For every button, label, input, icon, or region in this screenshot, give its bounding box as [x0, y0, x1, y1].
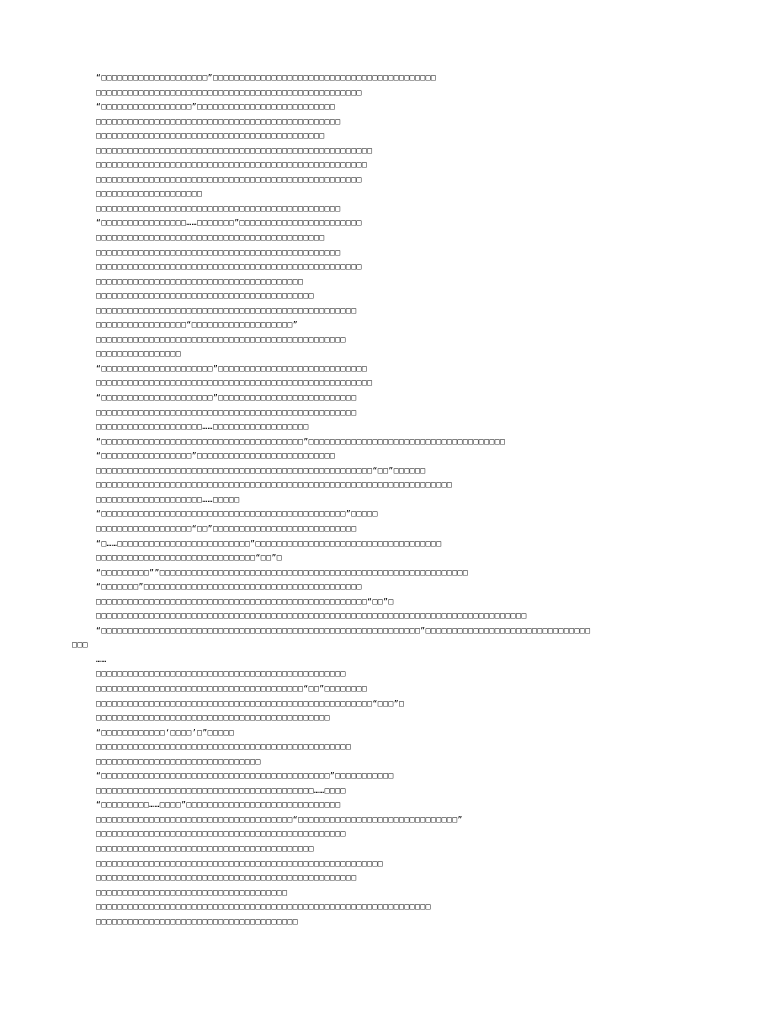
text-line: “□□□□□□□□□□□□□□□□□□□□□□□□□□□□□□□□□□□□□□□□□□□□□□□□□□□□□□□□□□□□”□□□□□□□□□□□□□□□□□□□□□□□□□□□□□□□ — [96, 625, 591, 635]
text-line: □□□□□□□□□□□□□□□□□□□□□□□□□□□□□□□□□□□□□□□□□□□□□□ — [96, 203, 341, 213]
text-line: □□□□□□□□□□□□□□□□□□□□□□□□□□□□□□□□□□□□□□□“□□”□□□□□□□□ — [96, 683, 368, 693]
text-line: □□□□□□□□□□□□□□□□□□□□□□□□□□□□□□“□□”□ — [96, 553, 283, 563]
text-line: “□□□□□□□□□□□□□□□□□□□□□”□□□□□□□□□□□□□□□□□□□□□□□□□□ — [96, 393, 357, 403]
text-line: “□□□□□□□□□□□□□□□□……□□□□□□□”□□□□□□□□□□□□□□□□□□□□□□□ — [96, 218, 362, 228]
text-line: □□□□□□□□□□□□□□□□□□□□□□□□□□□□□□□□□□□□□□□□□□□ — [96, 233, 325, 243]
text-line: “□□□□□□□□□……□□□□”□□□□□□□□□□□□□□□□□□□□□□□□□□□□□ — [96, 800, 341, 810]
text-line: “□□□□□□□□□□□□□□□□□□□□□□□□□□□□□□□□□□□□□□□□□□□”□□□□□□□□□□□ — [96, 771, 394, 781]
text-line: □□□□□□□□□□□□□□□□□□□□□□□□□□□□□□□□□□□□□□□□□□□□□□□□□□□□ — [96, 145, 373, 155]
text-line: □□□□□□□□□□□□□□□□□□□□□□□□□□□□□□□□□□□□□□□□□□□□□□□□□□□□□□□□□□□□□□□□□□□ — [96, 480, 453, 490]
text-line: □□□□□□□□□□□□□□□□□□□□□□□□□□□□□□□□□□□□□□□□□□□□□□□□□□ — [96, 262, 362, 272]
text-line: “□□□□□□□□□□□□□□□□□□□□□□□□□□□□□□□□□□□□□□□□□□□□□□”□□□□□ — [96, 509, 378, 519]
text-line: □□□□□□□□□□□□□□□□□□□□□□□□□□□□□□□□□□□□□□□□□□□□□□□□□ — [96, 873, 357, 883]
text-line: □□□ — [72, 640, 88, 650]
text-line: □□□□□□□□□□□□□□□□□□□□□□□□□□□□□□□□□□□□□□ — [96, 916, 299, 926]
text-line: □□□□□□□□□□□□□□□□□□□□□□□□□□□□□□□□□□□□□□□□□□□□□□□□□□□□□□ — [96, 858, 384, 868]
text-line: “□□□□□□□□□□□□□□□□□”□□□□□□□□□□□□□□□□□□□□□□□□□□ — [96, 451, 336, 461]
text-line: □□□□□□□□□□□□□□□□ — [96, 349, 182, 359]
text-line: □□□□□□□□□□□□□□□□□□□□□□□□□□□□□□□□□□□□□□□□□ — [96, 291, 314, 301]
text-line: □□□□□□□□□□□□□□□□□□□□□□□□□□□□□□□□□□□□□“□□□□□□□□□□□□□□□□□□□□□□□□□□□□□□” — [96, 814, 463, 824]
text-line: □□□□□□□□□□□□□□□□□□□□……□□□□□ — [96, 494, 240, 504]
text-line: “□……□□□□□□□□□□□□□□□□□□□□□□□□□”□□□□□□□□□□□□□□□□□□□□□□□□□□□□□□□□□□□ — [96, 538, 442, 548]
text-line: □□□□□□□□□□□□□□□□□□□□□□□□□□□□□□□□□□□□□□□□□……□□□□ — [96, 785, 346, 795]
text-line: □□□□□□□□□□□□□□□□□□□□□□□□□□□□□□□□□□□□□□□□□□□□□□□ — [96, 334, 346, 344]
text-line: □□□□□□□□□□□□□□□□□□□□□□□□□□□□□□□□□□□□□□□□□□□□ — [96, 713, 330, 723]
text-line: □□□□□□□□□□□□□□□□□□□□□□□□□□□□□□□□□□□□□□□□□□□□□□□□□□□□ — [96, 378, 373, 388]
text-line: “□□□□□□□□□””□□□□□□□□□□□□□□□□□□□□□□□□□□□□□□□□□□□□□□□□□□□□□□□□□□□□□□□□□□ — [96, 567, 469, 577]
text-line: □□□□□□□□□□□□□□□□□□□□ — [96, 189, 203, 199]
text-line: “□□□□□□□□□□□□□□□□□□□□”□□□□□□□□□□□□□□□□□□□□□□□□□□□□□□□□□□□□□□□□□□ — [96, 73, 437, 82]
text-line: □□□□□□□□□□□□□□□□□□□□□□□□□□□□□□□□□□□□□□□□□□□□□□□□□□ — [96, 87, 362, 97]
text-line: □□□□□□□□□□□□□□□□□□□□□□□□□□□□□□□□□□□□□□□□□□□□□□□□□ — [96, 407, 357, 417]
text-line: □□□□□□□□□□□□□□□□□□□□□□□□□□□□□□□□□□□□□□□□□□□□□□□□□□ — [96, 174, 362, 184]
text-line: □□□□□□□□□□□□□□□□□□□□□□□□□□□□□□□□□□□□□□□□□□□□□□□□□□□□“□□□”□ — [96, 698, 405, 708]
text-line: “□□□□□□□□□□□□‘□□□□’□”□□□□□ — [96, 727, 235, 737]
text-line: □□□□□□□□□□□□□□□□□□□□□□□□□□□□□□□ — [96, 756, 261, 766]
text-line: □□□□□□□□□□□□□□□□□□□□……□□□□□□□□□□□□□□□□□□ — [96, 422, 309, 432]
text-line: □□□□□□□□□□□□□□□□□□□□□□□□□□□□□□□□□□□□□□□□□□□□□□□ — [96, 669, 346, 679]
text-line: …… — [96, 654, 107, 664]
text-line: □□□□□□□□□□□□□□□□□□□□□□□□□□□□□□□□□□□□□□□□□□□□□□□□□□□“□□”□ — [96, 596, 394, 606]
text-line: □□□□□□□□□□□□□□□□□□□□□□□□□□□□□□□□□□□□□□□□□□□□□□□□□ — [96, 305, 357, 315]
text-line: “□□□□□□□”□□□□□□□□□□□□□□□□□□□□□□□□□□□□□□□□□□□□□□□□□ — [96, 582, 362, 592]
text-line: □□□□□□□□□□□□□□□□□□□□□□□□□□□□□□□□□□□□□□□□□□□□□□□ — [96, 829, 346, 839]
text-line: □□□□□□□□□□□□□□□□□□□□□□□□□□□□□□□□□□□□□□□□□□□□□□□□□□□□□□□□□□□□□□□ — [96, 902, 431, 912]
text-line: “□□□□□□□□□□□□□□□□□□□□□□□□□□□□□□□□□□□□□□”□□□□□□□□□□□□□□□□□□□□□□□□□□□□□□□□□□□□□ — [96, 436, 506, 446]
text-line: □□□□□□□□□□□□□□□□□“□□□□□□□□□□□□□□□□□□□” — [96, 320, 299, 330]
text-line: □□□□□□□□□□□□□□□□□□□□□□□□□□□□□□□□□□□□□□□□□□□□□□□□□□□□□□□□□□□□□□□□□□□□□□□□□□□□□□□□□ — [96, 611, 527, 621]
text-line: □□□□□□□□□□□□□□□□□□□□□□□□□□□□□□□□□□□□□□□□□□□ — [96, 131, 325, 141]
text-line: □□□□□□□□□□□□□□□□□□□□□□□□□□□□□□□□□□□□□□□□□□□□□□□□□□□□“□□”□□□□□□ — [96, 465, 426, 475]
text-line: □□□□□□□□□□□□□□□□□□□□□□□□□□□□□□□□□□□□□□□□□ — [96, 843, 314, 853]
text-line: “□□□□□□□□□□□□□□□□□”□□□□□□□□□□□□□□□□□□□□□□□□□□ — [96, 102, 336, 112]
text-line: □□□□□□□□□□□□□□□□□□□□□□□□□□□□□□□□□□□□□□□□□□□□□□ — [96, 247, 341, 257]
text-line: □□□□□□□□□□□□□□□□□□□□□□□□□□□□□□□□□□□□□□□□□□□□□□ — [96, 116, 341, 126]
text-line: □□□□□□□□□□□□□□□□□□□□□□□□□□□□□□□□□□□□□□□□□□□□□□□□ — [96, 742, 352, 752]
text-line: □□□□□□□□□□□□□□□□□□“□□”□□□□□□□□□□□□□□□□□□□□□□□□□□□ — [96, 523, 357, 533]
text-line: □□□□□□□□□□□□□□□□□□□□□□□□□□□□□□□□□□□□□□□ — [96, 276, 304, 286]
text-line: □□□□□□□□□□□□□□□□□□□□□□□□□□□□□□□□□□□□ — [96, 887, 288, 897]
text-line: □□□□□□□□□□□□□□□□□□□□□□□□□□□□□□□□□□□□□□□□□□□□□□□□□□□ — [96, 160, 368, 170]
text-line: “□□□□□□□□□□□□□□□□□□□□□”□□□□□□□□□□□□□□□□□□□□□□□□□□□□ — [96, 363, 368, 373]
